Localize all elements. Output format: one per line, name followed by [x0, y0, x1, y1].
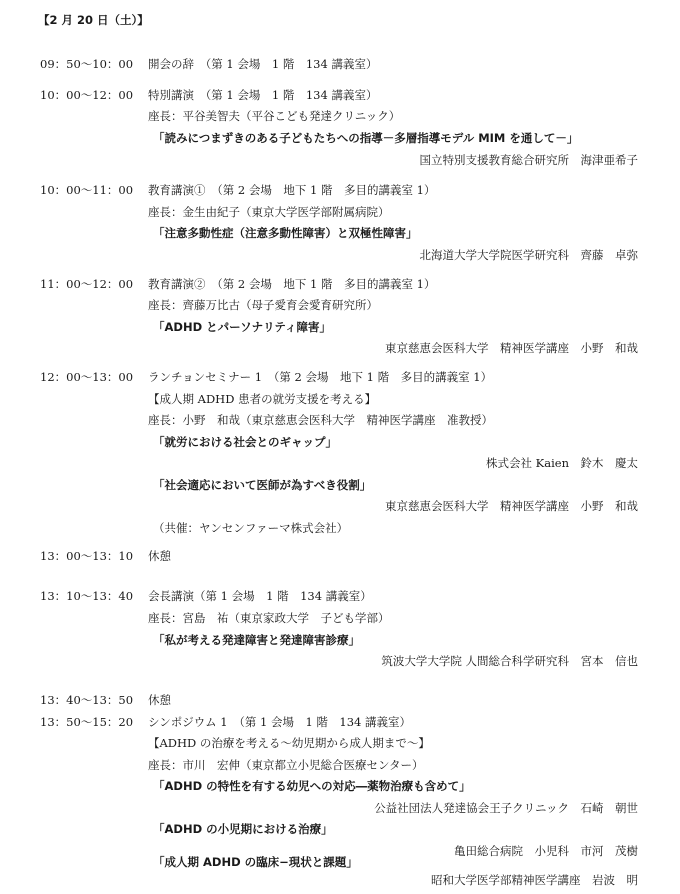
session-time: 13：00〜13：10 [40, 549, 134, 563]
speaker: 公益社団法人発達協会王子クリニック 石崎 朝世 [374, 801, 638, 815]
talk-title: 「成人期 ADHD の臨床−現状と課題」 [153, 855, 358, 869]
session-time: 12：00〜13：00 [40, 370, 134, 384]
speaker: 亀田総合病院 小児科 市河 茂樹 [454, 844, 638, 858]
session-time: 10：00〜11：00 [40, 183, 134, 197]
session-title: 特別講演 （第 1 会場 1 階 134 講義室） [148, 88, 378, 102]
session-title: 休憩 [148, 693, 171, 707]
speaker: 株式会社 Kaien 鈴木 慶太 [486, 456, 638, 470]
session-title: 開会の辞 （第 1 会場 1 階 134 講義室） [148, 57, 378, 71]
speaker: 昭和大学医学部精神医学講座 岩波 明 [431, 873, 638, 887]
speaker: 東京慈恵会医科大学 精神医学講座 小野 和哉 [385, 341, 638, 355]
talk-title: 「注意多動性症（注意多動性障害）と双極性障害」 [153, 226, 418, 240]
session-time: 13：40〜13：50 [40, 693, 134, 707]
speaker: 北海道大学大学院医学研究科 齊藤 卓弥 [419, 248, 638, 262]
session-title: シンポジウム 1 （第 1 会場 1 階 134 講義室） [148, 715, 412, 729]
session-title: ランチョンセミナー 1 （第 2 会場 地下 1 階 多目的講義室 1） [148, 370, 493, 384]
talk-title: 「ADHD の特性を有する幼児への対応―薬物治療も含めて」 [153, 779, 471, 793]
speaker: 国立特別支援教育総合研究所 海津亜希子 [419, 153, 638, 167]
session-chair: 座長：市川 宏伸（東京都立小児総合医療センター） [148, 758, 424, 772]
session-time: 10：00〜12：00 [40, 88, 134, 102]
session-theme: 【ADHD の治療を考える〜幼児期から成人期まで〜】 [148, 736, 430, 750]
session-chair: 座長：平谷美智夫（平谷こども発達クリニック） [148, 109, 401, 123]
speaker: 筑波大学大学院 人間総合科学研究科 宮本 信也 [381, 654, 638, 668]
talk-title: 「読みにつまずきのある子どもたちへの指導－多層指導モデル MIM を通して－」 [153, 131, 579, 145]
session-title: 休憩 [148, 549, 171, 563]
session-chair: 座長：齊藤万比古（母子愛育会愛育研究所） [148, 298, 378, 312]
session-time: 13：50〜15：20 [40, 715, 134, 729]
session-chair: 座長：小野 和哉（東京慈恵会医科大学 精神医学講座 准教授） [148, 413, 493, 427]
talk-title: 「ADHD とパーソナリティ障害」 [153, 320, 332, 334]
session-title: 教育講演② （第 2 会場 地下 1 階 多目的講義室 1） [148, 277, 436, 291]
speaker: 東京慈恵会医科大学 精神医学講座 小野 和哉 [385, 499, 638, 513]
talk-title: 「就労における社会とのギャップ」 [153, 435, 337, 449]
session-chair: 座長：金生由紀子（東京大学医学部附属病院） [148, 205, 390, 219]
session-title: 教育講演① （第 2 会場 地下 1 階 多目的講義室 1） [148, 183, 436, 197]
talk-title: 「ADHD の小児期における治療」 [153, 822, 333, 836]
sponsor-note: （共催：ヤンセンファーマ株式会社） [153, 521, 349, 535]
session-time: 13：10〜13：40 [40, 589, 134, 603]
session-theme: 【成人期 ADHD 患者の就労支援を考える】 [148, 392, 377, 406]
session-chair: 座長：宮島 祐（東京家政大学 子ども学部） [148, 611, 390, 625]
session-time: 11：00〜12：00 [40, 277, 134, 291]
talk-title: 「私が考える発達障害と発達障害診療」 [153, 633, 360, 647]
date-header: 【2 月 20 日（土）】 [38, 13, 149, 27]
session-title: 会長講演（第 1 会場 1 階 134 講義室） [148, 589, 372, 603]
session-time: 09：50〜10：00 [40, 57, 134, 71]
talk-title: 「社会適応において医師が為すべき役割」 [153, 478, 372, 492]
